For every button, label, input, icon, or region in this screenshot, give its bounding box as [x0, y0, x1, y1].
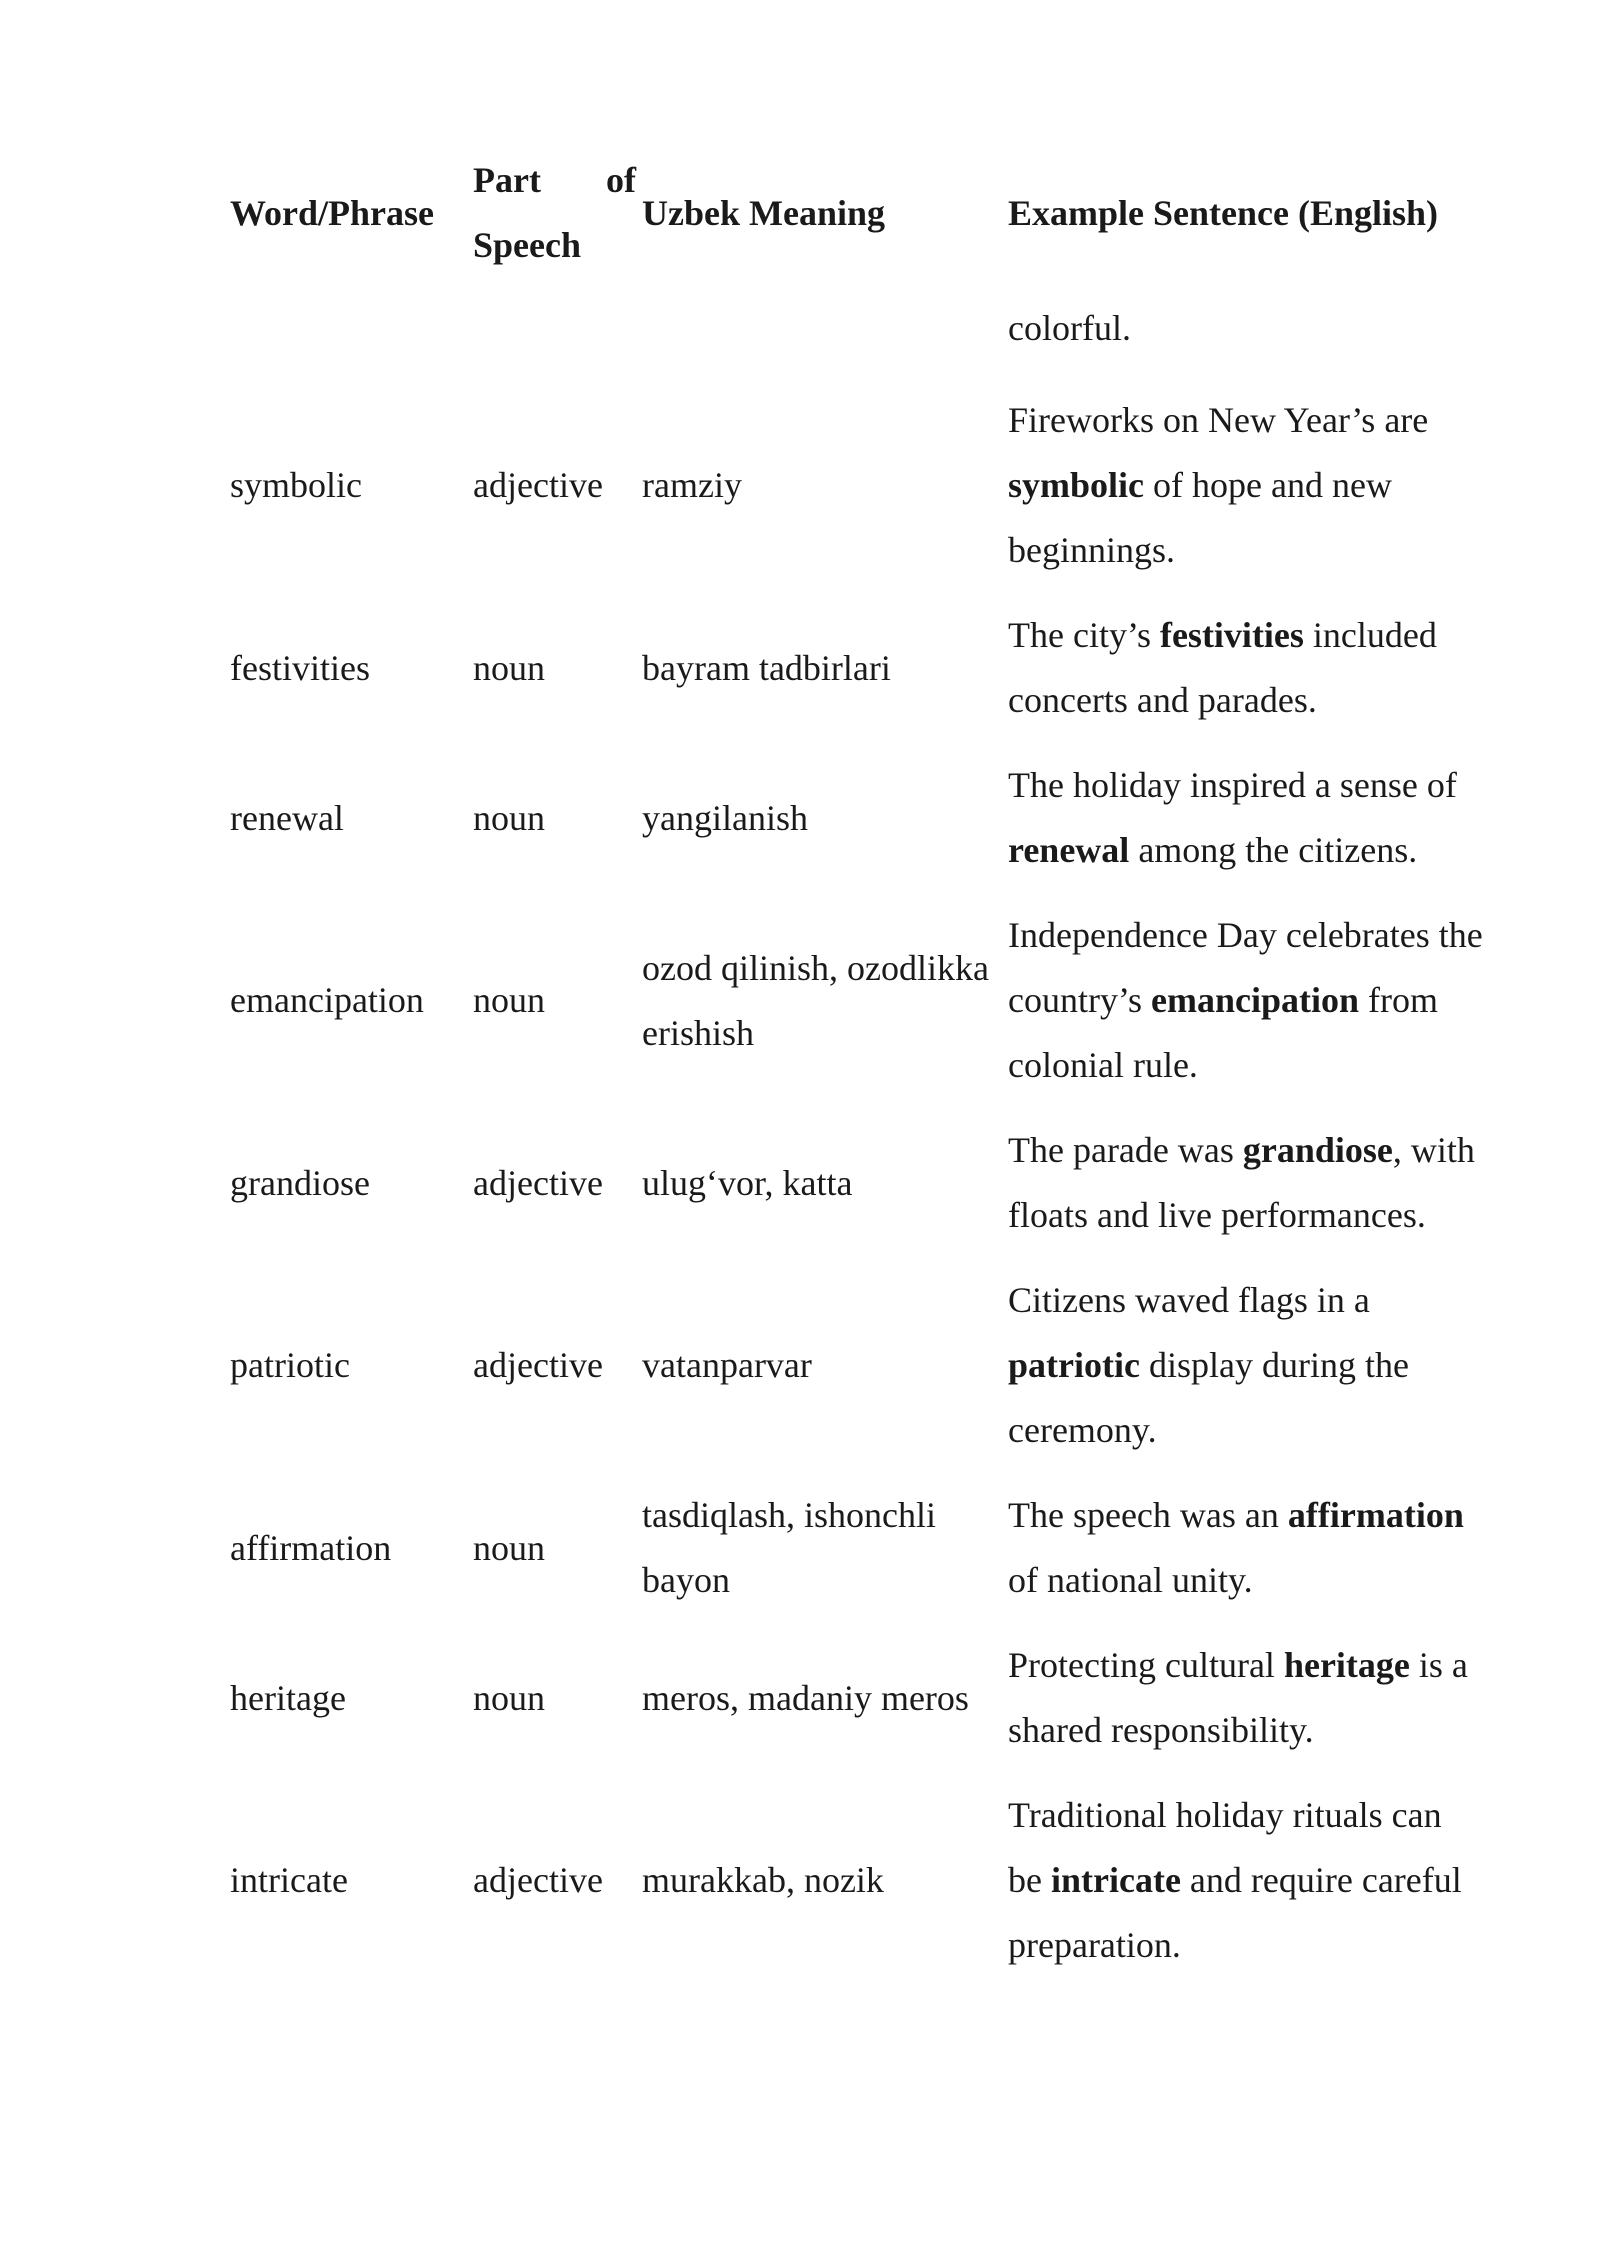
table-row	[230, 378, 1488, 593]
uzbek-meaning-cell: bayram tadbirlari	[642, 647, 891, 688]
example-sentence-cell	[1008, 378, 1488, 593]
header-example-sentence: Example Sentence (English)	[1008, 192, 1439, 233]
word-cell: grandiose	[230, 1162, 370, 1203]
uzbek-meaning-cell: ramziy	[642, 465, 742, 505]
example-text-before: The speech was an	[1008, 1495, 1288, 1535]
example-text-after: , with floats and live performances.	[1008, 1130, 1475, 1235]
part-of-speech-cell: noun	[473, 797, 545, 838]
word-cell: patriotic	[230, 1345, 350, 1385]
uzbek-meaning-cell: meros, madaniy meros	[642, 1677, 969, 1718]
empty-cell	[642, 278, 1008, 378]
example-sentence-cell	[1008, 1623, 1488, 1773]
table-body	[230, 278, 1488, 1988]
example-text-after: from colonial rule.	[1008, 980, 1438, 1085]
header-part-of-speech	[473, 148, 642, 278]
example-text-before: Independence Day celebrates the country’s	[1008, 915, 1483, 1020]
example-text-after: among the citizens.	[1129, 830, 1418, 870]
uzbek-meaning-cell: yangilanish	[642, 797, 808, 838]
example-sentence-cell	[1008, 1108, 1488, 1258]
example-sentence-cell	[1008, 1258, 1488, 1473]
example-sentence-cell	[1008, 743, 1488, 893]
header-pos-speech: Speech	[473, 225, 581, 265]
table-row	[230, 893, 1488, 1108]
table-row	[230, 743, 1488, 893]
example-text-before: The city’s	[1008, 615, 1160, 655]
example-keyword: grandiose	[1242, 1130, 1393, 1170]
part-of-speech-cell: noun	[473, 980, 545, 1020]
uzbek-meaning-cell: murakkab, nozik	[642, 1860, 884, 1900]
example-keyword: affirmation	[1287, 1495, 1464, 1535]
part-of-speech-cell: noun	[473, 647, 545, 688]
example-text-before: The parade was	[1008, 1130, 1243, 1170]
vocabulary-table	[230, 148, 1488, 1988]
example-keyword: festivities	[1159, 615, 1304, 655]
example-text-before: Citizens waved flags in a	[1008, 1280, 1370, 1320]
example-text-after: of hope and new beginnings.	[1008, 465, 1392, 570]
example-text-before: Protecting cultural	[1008, 1645, 1284, 1685]
part-of-speech-cell: adjective	[473, 465, 603, 505]
continued-example-text: colorful.	[1008, 307, 1131, 348]
uzbek-meaning-cell: ulug‘vor, katta	[642, 1162, 853, 1203]
word-cell: symbolic	[230, 465, 362, 505]
table-row	[230, 1773, 1488, 1988]
example-keyword: intricate	[1050, 1860, 1181, 1900]
table-row	[230, 1258, 1488, 1473]
part-of-speech-cell: adjective	[473, 1162, 603, 1203]
part-of-speech-cell: noun	[473, 1527, 545, 1568]
table-row	[230, 1108, 1488, 1258]
word-cell: affirmation	[230, 1527, 392, 1568]
example-sentence-cell	[1008, 1773, 1488, 1988]
example-sentence-cell	[1008, 1473, 1488, 1623]
header-word: Word/Phrase	[230, 192, 434, 233]
example-text-after: included concerts and parades.	[1008, 615, 1437, 720]
header-pos-part: Part	[473, 160, 541, 200]
header-uzbek-meaning: Uzbek Meaning	[642, 192, 885, 233]
example-text-after: display during the ceremony.	[1008, 1345, 1409, 1450]
word-cell: heritage	[230, 1677, 346, 1718]
example-text-after: of national unity.	[1008, 1560, 1253, 1600]
header-pos-of: of	[606, 160, 636, 200]
continued-row	[230, 278, 1488, 378]
example-text-before: Traditional holiday rituals can be	[1008, 1795, 1442, 1900]
example-sentence-cell	[1008, 893, 1488, 1108]
example-sentence-cell	[1008, 593, 1488, 743]
uzbek-meaning-cell: vatanparvar	[642, 1345, 812, 1385]
example-keyword: patriotic	[1008, 1345, 1140, 1385]
word-cell: emancipation	[230, 980, 424, 1020]
table-row	[230, 1623, 1488, 1773]
example-keyword: symbolic	[1008, 465, 1145, 505]
empty-cell	[473, 278, 642, 378]
example-keyword: emancipation	[1150, 980, 1359, 1020]
word-cell: festivities	[230, 647, 370, 688]
example-text-before: Fireworks on New Year’s are	[1008, 400, 1429, 440]
example-text-after: is a shared responsibility.	[1008, 1645, 1468, 1750]
example-keyword: renewal	[1008, 830, 1130, 870]
uzbek-meaning-cell: ozod qilinish, ozodlikka erishish	[642, 947, 989, 1053]
table-row	[230, 1473, 1488, 1623]
table-row	[230, 593, 1488, 743]
header-row	[230, 148, 1488, 278]
word-cell: intricate	[230, 1860, 348, 1900]
word-cell: renewal	[230, 797, 344, 838]
part-of-speech-cell: adjective	[473, 1345, 603, 1385]
example-text-before: The holiday inspired a sense of	[1008, 765, 1457, 805]
empty-cell	[230, 278, 473, 378]
part-of-speech-cell: noun	[473, 1677, 545, 1718]
example-keyword: heritage	[1283, 1645, 1410, 1685]
part-of-speech-cell: adjective	[473, 1860, 603, 1900]
uzbek-meaning-cell: tasdiqlash, ishonchli bayon	[642, 1495, 936, 1600]
example-text-after: and require careful preparation.	[1008, 1860, 1462, 1965]
